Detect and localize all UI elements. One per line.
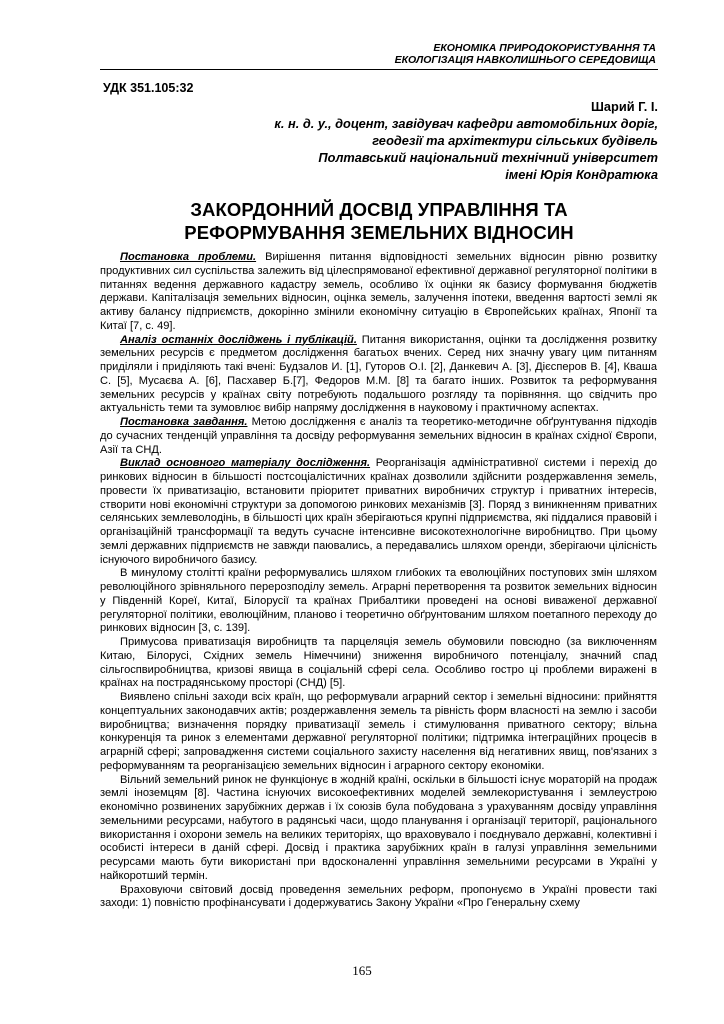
paragraph-text: Метою дослідження є аналіз та теоретико-методичне обґрунтування підходів до сучасних тенденцій управління та досвіду реформування земельних відносин в країнах східної Європи, Азії та СНД. (100, 416, 658, 456)
paragraph-task (100, 416, 657, 457)
journal-section-line-1: ЕКОНОМІКА ПРИРОДОКОРИСТУВАННЯ ТА (433, 42, 656, 54)
author-name: Шарий Г. І. (591, 99, 658, 114)
paragraph-problem (100, 251, 657, 334)
section-lead: Аналіз останніх досліджень і публікацій. (120, 333, 357, 346)
title-line-2: РЕФОРМУВАННЯ ЗЕМЕЛЬНИХ ВІДНОСИН (184, 222, 574, 243)
udc-code: УДК 351.105:32 (103, 81, 194, 95)
paragraph-body: В минулому столітті країни реформувались шляхом глибоких та еволюційних поступових змін шляхом революційного зрівняльного перерозподілу земель. Аграрні перетворення та розвиток земельних відносин у Південній Кореї, Китаї, Білорусії та країнах Прибалтики проведені на основі виваженої державної регуляторної політики, еволюційним, планово і теоретично обґрунтованим шляхом поетапного переходу до ринкових відносин [3, с. 139]. (100, 567, 657, 635)
paragraph-literature-review (100, 334, 657, 417)
article-body (100, 251, 657, 911)
author-university-name: імені Юрія Кондратюка (505, 167, 658, 182)
paragraph-body: Враховуючи світовий досвід проведення земельних реформ, пропонуємо в Україні провести такі заходи: 1) повністю профінансувати і додержуватись Закону України «Про Генеральну схему (100, 883, 657, 910)
section-lead: Виклад основного матеріалу дослідження. (120, 457, 371, 470)
paragraph-text: Питання використання, оцінки та дослідження розвитку земельних ресурсів є предметом дослідження багатьох вчених. Серед них значну увагу цим питанням приділяли і приділяють такі вчені: Будзалов И. [1], Гуторов О.І. [2], Данкевич А. [3], Дієсперов В. [4], Кваша С. [5], Мусаєва А. [6], Пасхавер Б.[7], Федоров М.М. [8] та багато інших. Розвиток та реформування земельних ресурсів у країнах світу потребують подальшого розгляду та порівняння. що свідчить про актуальність теми та зумовлює вибір напряму дослідження в науковому і практичному аспектах. (100, 333, 657, 415)
author-position: к. н. д. у., доцент, завідувач кафедри автомобільних доріг, (274, 116, 658, 131)
journal-section-line-2: ЕКОЛОГІЗАЦІЯ НАВКОЛИШНЬОГО СЕРЕДОВИЩА (394, 54, 656, 66)
page-number: 165 (352, 963, 372, 978)
section-lead: Постановка завдання. (120, 416, 248, 428)
author-block (274, 98, 658, 183)
paragraph-body: Виявлено спільні заходи всіх країн, що реформували аграрний сектор і земельні відносини: прийняття концептуальних законодавчих актів; роздержавлення земель та рівність форм власності на землю і засоби виробництва; визначення порядку приватизації земель і стимулювання приватного сектору; вільна конкуренція та ринок з елементами державної регуляторної політики; підтримка інтеграційних процесів в аграрній сфері; запровадження системи соціального захисту населення від негативних явищ, пов'язаних з реформуванням та реорганізацією земельних відносин і аграрного сектору економіки. (100, 691, 657, 772)
paragraph-body: Примусова приватизація виробництв та парцеляція земель обумовили повсюдно (за виключенням Китаю, Білорусі, Східних земель Німеччини) зниження виробничого потенціалу, значний спад сільгоспвиробництва, кризові явища в соціальній сфері села. Особливо гостро ці проблеми виражені в країнах на пострадянському просторі (СНД) [5]. (100, 636, 657, 690)
article-title (100, 198, 658, 244)
paragraph-body: Вільний земельний ринок не функціонує в жодній країні, оскільки в більшості існує мораторій на продаж землі іноземцям [8]. Частина існуючих високоефективних моделей землекористування і землеустрою економічно розвинених зарубіжних держав і їх союзів була побудована з урахуванням досвіду управління земельними ресурсами, набутого в радянські часи, щодо планування і організації території, раціонального використання і охорони земель на великих територіях, що враховувало і поєднувало державні, колективні і особисті інтереси в даній сфері. Досвід і практика зарубіжних країн в галузі управління земельними ресурсами мають бути використані при вдосконаленні управління земельними ресурсами в Україні у найкоротший термін. (100, 773, 657, 882)
author-department: геодезії та архітектури сільських будівель (372, 133, 658, 148)
section-lead: Постановка проблеми. (120, 251, 257, 263)
title-line-1: ЗАКОРДОННИЙ ДОСВІД УПРАВЛІННЯ ТА (190, 199, 568, 220)
paragraph-text: Реорганізація адміністративної системи і перехід до ринкових відносин в більшості постсоціалістичних країнах дозволили здійснити роздержавлення земель, провести їх приватизацію, встановити пріоритет приватних виробничих структур і приватних інтересів, створити нові економічні структури за допомогою ринкових механізмів [3]. Поряд з виникненням приватних селянських землеволодінь, в більшості цих країн зберігаються крупні підприємства, які піддалися правовій і організаційній трансформації та ведуть сучасне інтенсивне високотехнологічне виробництво. При цьому землі державних підприємств не завжди паювались, а передавались шляхом оренди, зберігаючи цілісність існуючого виробничого базису. (100, 457, 657, 566)
paragraph-main-material (100, 457, 657, 567)
author-university: Полтавський національний технічний університет (318, 150, 658, 165)
paragraph-text: Вирішення питання відповідності земельних відносин рівню розвитку продуктивних сил суспільства залежить від цілеспрямованої ефективної державної регуляторної політики в питаннях ведення державного кадастру земель, особливо їх оцінки як базису формування бюджетів держави. Капіталізація земельних відносин, оцінка земель, залучення іпотеки, введення вартості землі як активу балансу підприємств, докорінно змінили економічну ситуацію в Європейських країнах, Японії та Китаї [7, с. 49]. (100, 251, 657, 332)
running-header (100, 42, 656, 66)
header-rule (100, 69, 658, 70)
